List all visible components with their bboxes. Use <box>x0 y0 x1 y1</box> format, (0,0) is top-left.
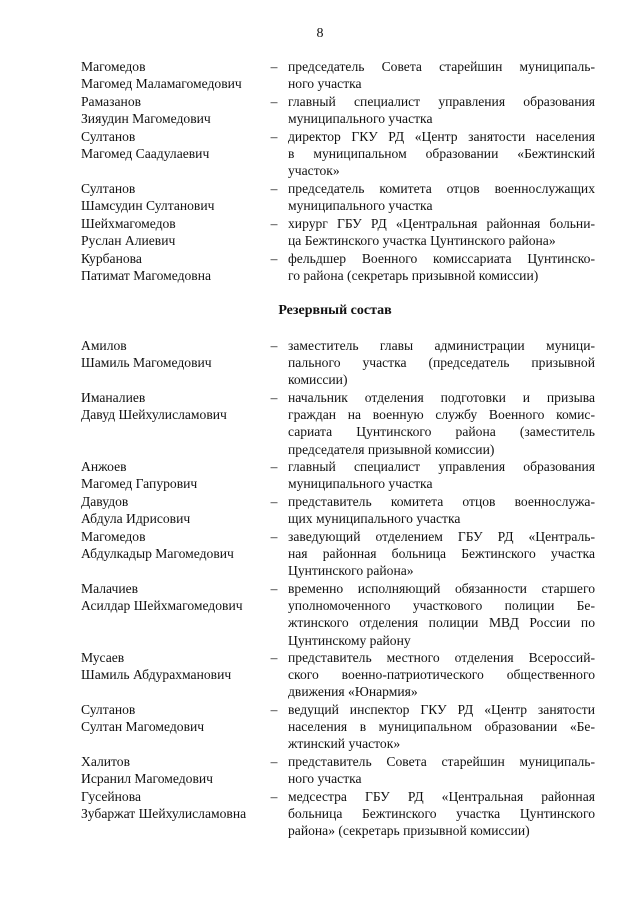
member-role-line: ведущий инспектор ГКУ РД «Центр занятости <box>288 702 595 717</box>
member-role-line: главный специалист управления образования <box>288 94 595 109</box>
member-given-names: Зияудин Магомедович <box>81 111 211 127</box>
member-surname: Султанов <box>81 702 136 717</box>
member-role-line: ная районная больница Бежтинского участка <box>288 546 595 562</box>
member-role-line: медсестра ГБУ РД «Центральная районная <box>288 789 595 804</box>
member-role <box>288 528 595 580</box>
member-surname: Амилов <box>81 338 127 353</box>
member-name <box>81 93 271 127</box>
separator-dash: – <box>270 494 278 509</box>
member-role-line: представитель комитета отцов военнослужа- <box>288 494 595 509</box>
separator-dash: – <box>270 94 278 109</box>
member-given-names: Шамиль Магомедович <box>81 355 212 371</box>
member-surname: Магомедов <box>81 529 146 544</box>
separator-dash: – <box>270 216 278 231</box>
member-surname: Шейхмагомедов <box>81 216 176 231</box>
member-role-line: пального участка (председатель призывной <box>288 355 595 371</box>
member-role <box>288 493 595 527</box>
member-role-line: щих муниципального участка <box>288 511 461 527</box>
member-name <box>81 649 271 683</box>
member-name <box>81 58 271 92</box>
member-name <box>81 128 271 162</box>
member-role-line: граждан на военную службу Военного комис- <box>288 407 595 423</box>
member-given-names: Исранил Магомедович <box>81 771 214 787</box>
member-name <box>81 788 271 822</box>
member-surname: Гусейнова <box>81 789 141 804</box>
member-name <box>81 180 271 214</box>
member-role-line: жтинский участок» <box>288 736 401 752</box>
member-role-line: ного участка <box>288 76 362 92</box>
member-role-line: движения «Юнармия» <box>288 684 418 700</box>
separator-dash: – <box>270 789 278 804</box>
member-role-line: муниципального участка <box>288 198 433 214</box>
member-role <box>288 337 595 389</box>
member-role-line: директор ГКУ РД «Центр занятости населения <box>288 129 595 144</box>
member-role <box>288 93 595 127</box>
member-role-line: района» (секретарь призывной комиссии) <box>288 823 530 839</box>
member-role-line: Цунтинскому району <box>288 632 411 648</box>
member-role-line: муниципального участка <box>288 476 433 492</box>
member-given-names: Магомед Саадулаевич <box>81 146 210 162</box>
separator-dash: – <box>270 338 278 353</box>
member-role-line: ского военно-патриотического общественного <box>288 667 595 683</box>
member-role-line: председатель комитета отцов военнослужащих <box>288 181 595 196</box>
member-surname: Рамазанов <box>81 94 142 109</box>
member-role <box>288 701 595 753</box>
member-role-line: жтинского отделения полиции МВД России по <box>288 615 595 631</box>
reserve-section-heading: Резервный состав <box>278 303 392 318</box>
member-role-line: муниципального участка <box>288 111 433 127</box>
separator-dash: – <box>270 129 278 144</box>
member-name <box>81 389 271 423</box>
member-role-line: хирург ГБУ РД «Центральная районная больни- <box>288 216 595 231</box>
member-role-line: представитель Совета старейшин муниципаль- <box>288 754 595 769</box>
member-role <box>288 788 595 840</box>
member-given-names: Абдулкадыр Магомедович <box>81 546 234 562</box>
member-given-names: Магомед Гапурович <box>81 476 198 492</box>
member-role-line: фельдшер Военного комиссариата Цунтинско- <box>288 251 595 266</box>
page-number: 8 <box>316 26 324 41</box>
member-name <box>81 701 271 735</box>
member-role <box>288 389 595 458</box>
member-name <box>81 580 271 614</box>
member-name <box>81 215 271 249</box>
member-role <box>288 180 595 214</box>
member-given-names: Султан Магомедович <box>81 719 205 735</box>
member-role-line: сариата Цунтинского района (заместитель <box>288 424 595 440</box>
member-name <box>81 528 271 562</box>
member-given-names: Асилдар Шейхмагомедович <box>81 598 243 614</box>
member-role-line: председатель Совета старейшин муниципаль- <box>288 59 595 74</box>
member-given-names: Руслан Алиевич <box>81 233 176 249</box>
member-surname: Мусаев <box>81 650 125 665</box>
member-given-names: Давуд Шейхулисламович <box>81 407 227 423</box>
member-role-line: заместитель главы администрации муници- <box>288 338 595 353</box>
member-role-line: представитель местного отделения Всероссий- <box>288 650 595 665</box>
member-surname: Давудов <box>81 494 129 509</box>
member-name <box>81 250 271 284</box>
separator-dash: – <box>270 459 278 474</box>
separator-dash: – <box>270 581 278 596</box>
member-surname: Магомедов <box>81 59 146 74</box>
separator-dash: – <box>270 754 278 769</box>
member-role <box>288 753 595 787</box>
separator-dash: – <box>270 181 278 196</box>
separator-dash: – <box>270 59 278 74</box>
member-role-line: участок» <box>288 163 340 179</box>
member-role-line: ца Бежтинского участка Цунтинского района» <box>288 233 556 249</box>
member-given-names: Шамсудин Султанович <box>81 198 215 214</box>
member-surname: Малачиев <box>81 581 139 596</box>
member-given-names: Магомед Маламагомедович <box>81 76 242 92</box>
member-role <box>288 580 595 649</box>
separator-dash: – <box>270 702 278 717</box>
member-role <box>288 250 595 284</box>
member-surname: Султанов <box>81 129 136 144</box>
member-name <box>81 458 271 492</box>
separator-dash: – <box>270 390 278 405</box>
member-role-line: начальник отделения подготовки и призыва <box>288 390 595 405</box>
member-role-line: главный специалист управления образования <box>288 459 595 474</box>
member-role-line: в муниципальном образовании «Бежтинский <box>288 146 595 162</box>
member-role-line: председателя призывной комиссии) <box>288 441 495 457</box>
member-given-names: Шамиль Абдурахманович <box>81 667 232 683</box>
member-role-line: Цунтинского района» <box>288 563 414 579</box>
member-given-names: Абдула Идрисович <box>81 511 191 527</box>
member-name <box>81 337 271 371</box>
member-role-line: комиссии) <box>288 372 348 388</box>
separator-dash: – <box>270 529 278 544</box>
member-surname: Халитов <box>81 754 131 769</box>
member-role-line: го района (секретарь призывной комиссии) <box>288 268 539 284</box>
member-role-line: больница Бежтинского участка Цунтинского <box>288 806 595 822</box>
member-role-line: ного участка <box>288 771 362 787</box>
member-surname: Султанов <box>81 181 136 196</box>
member-role <box>288 128 595 180</box>
member-given-names: Зубаржат Шейхулисламовна <box>81 806 247 822</box>
member-name <box>81 753 271 787</box>
separator-dash: – <box>270 650 278 665</box>
member-role <box>288 215 595 249</box>
member-role <box>288 649 595 701</box>
member-surname: Курбанова <box>81 251 142 266</box>
member-role <box>288 58 595 92</box>
separator-dash: – <box>270 251 278 266</box>
member-role-line: временно исполняющий обязанности старшего <box>288 581 595 596</box>
member-role-line: заведующий отделением ГБУ РД «Централь- <box>288 529 595 544</box>
member-role-line: уполномоченного участкового полиции Бе- <box>288 598 595 614</box>
member-role <box>288 458 595 492</box>
member-surname: Анжоев <box>81 459 127 474</box>
member-name <box>81 493 271 527</box>
member-role-line: населения в муниципальном образовании «Бе- <box>288 719 595 735</box>
member-surname: Иманалиев <box>81 390 146 405</box>
member-given-names: Патимат Магомедовна <box>81 268 212 284</box>
